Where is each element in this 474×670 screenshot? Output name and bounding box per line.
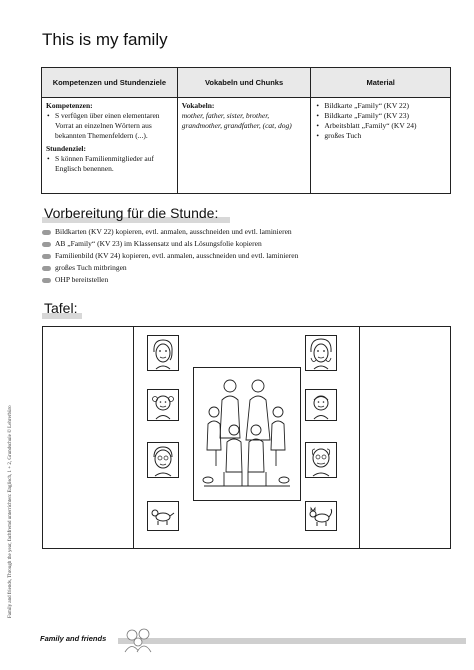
footer-bar	[118, 638, 466, 644]
sister-card	[147, 389, 179, 421]
board-divider	[133, 327, 134, 548]
dog-icon	[148, 502, 178, 530]
mother-face-icon	[148, 336, 178, 370]
brother-card	[305, 389, 337, 421]
lesson-table	[41, 67, 451, 194]
blackboard	[42, 326, 451, 549]
bullet-icon	[42, 242, 51, 247]
kompetenzen-heading: Kompetenzen:	[46, 101, 93, 110]
header-material: Material	[311, 68, 451, 98]
tafel-title: Tafel:	[44, 300, 78, 316]
grandfather-face-icon	[306, 443, 336, 477]
bullet-icon	[42, 230, 51, 235]
kompetenz-item: • S verfügen über einen elementaren Vorrat an einzelnen Wörtern aus bekannten Themenfeldern (...).	[55, 111, 173, 141]
sister-face-icon	[148, 390, 178, 420]
bullet-icon	[42, 278, 51, 283]
father-card	[305, 335, 337, 371]
cat-icon	[306, 502, 336, 530]
brother-face-icon	[306, 390, 336, 420]
material-item: • Arbeitsblatt „Family“ (KV 24)	[324, 121, 446, 131]
prep-item: großes Tuch mitbringen	[42, 263, 127, 273]
family-icon	[194, 368, 300, 500]
family-logo-icon	[122, 626, 156, 656]
material-item: • Bildkarte „Family“ (KV 23)	[324, 111, 446, 121]
header-kompetenzen: Kompetenzen und Stundenziele	[42, 68, 178, 98]
prep-item: AB „Family“ (KV 23) im Klassensatz und als Lösungsfolie kopieren	[42, 239, 262, 249]
stundenziel-heading: Stundenziel:	[46, 144, 87, 153]
vokabeln-text: mother, father, sister, brother, grandmother, grandfather, (cat, dog)	[181, 111, 292, 130]
page-title: This is my family	[42, 30, 168, 49]
bullet-icon	[42, 254, 51, 259]
dog-card	[305, 501, 337, 531]
father-face-icon	[306, 336, 336, 370]
cat-card	[147, 501, 179, 531]
side-copyright: Family and friends, Through the year, fachfremd unterrichten: Englisch, 1 + 2, Grundschule © Lehrerbüro	[8, 405, 13, 618]
prep-item: OHP bereitstellen	[42, 275, 108, 285]
grandmother-card	[147, 442, 179, 478]
bullet-icon	[42, 266, 51, 271]
family-picture	[193, 367, 301, 501]
grandmother-face-icon	[148, 443, 178, 477]
prep-item: Familienbild (KV 24) kopieren, evtl. anmalen, ausschneiden und evtl. laminieren	[42, 251, 298, 261]
header-vokabeln: Vokabeln und Chunks	[177, 68, 311, 98]
board-divider	[359, 327, 360, 548]
footer-label: Family and friends	[40, 634, 107, 643]
mother-card	[147, 335, 179, 371]
stundenziel-item: • S können Familienmitglieder auf Englisch benennen.	[55, 154, 173, 174]
material-item: • großes Tuch	[324, 131, 446, 141]
preparation-title: Vorbereitung für die Stunde:	[44, 205, 219, 221]
material-item: • Bildkarte „Family“ (KV 22)	[324, 101, 446, 111]
cell-vokabeln	[177, 98, 311, 194]
cell-kompetenzen	[42, 98, 178, 194]
prep-item: Bildkarten (KV 22) kopieren, evtl. anmalen, ausschneiden und evtl. laminieren	[42, 227, 292, 237]
cell-material	[311, 98, 451, 194]
grandfather-card	[305, 442, 337, 478]
vokabeln-heading: Vokabeln:	[181, 101, 215, 110]
